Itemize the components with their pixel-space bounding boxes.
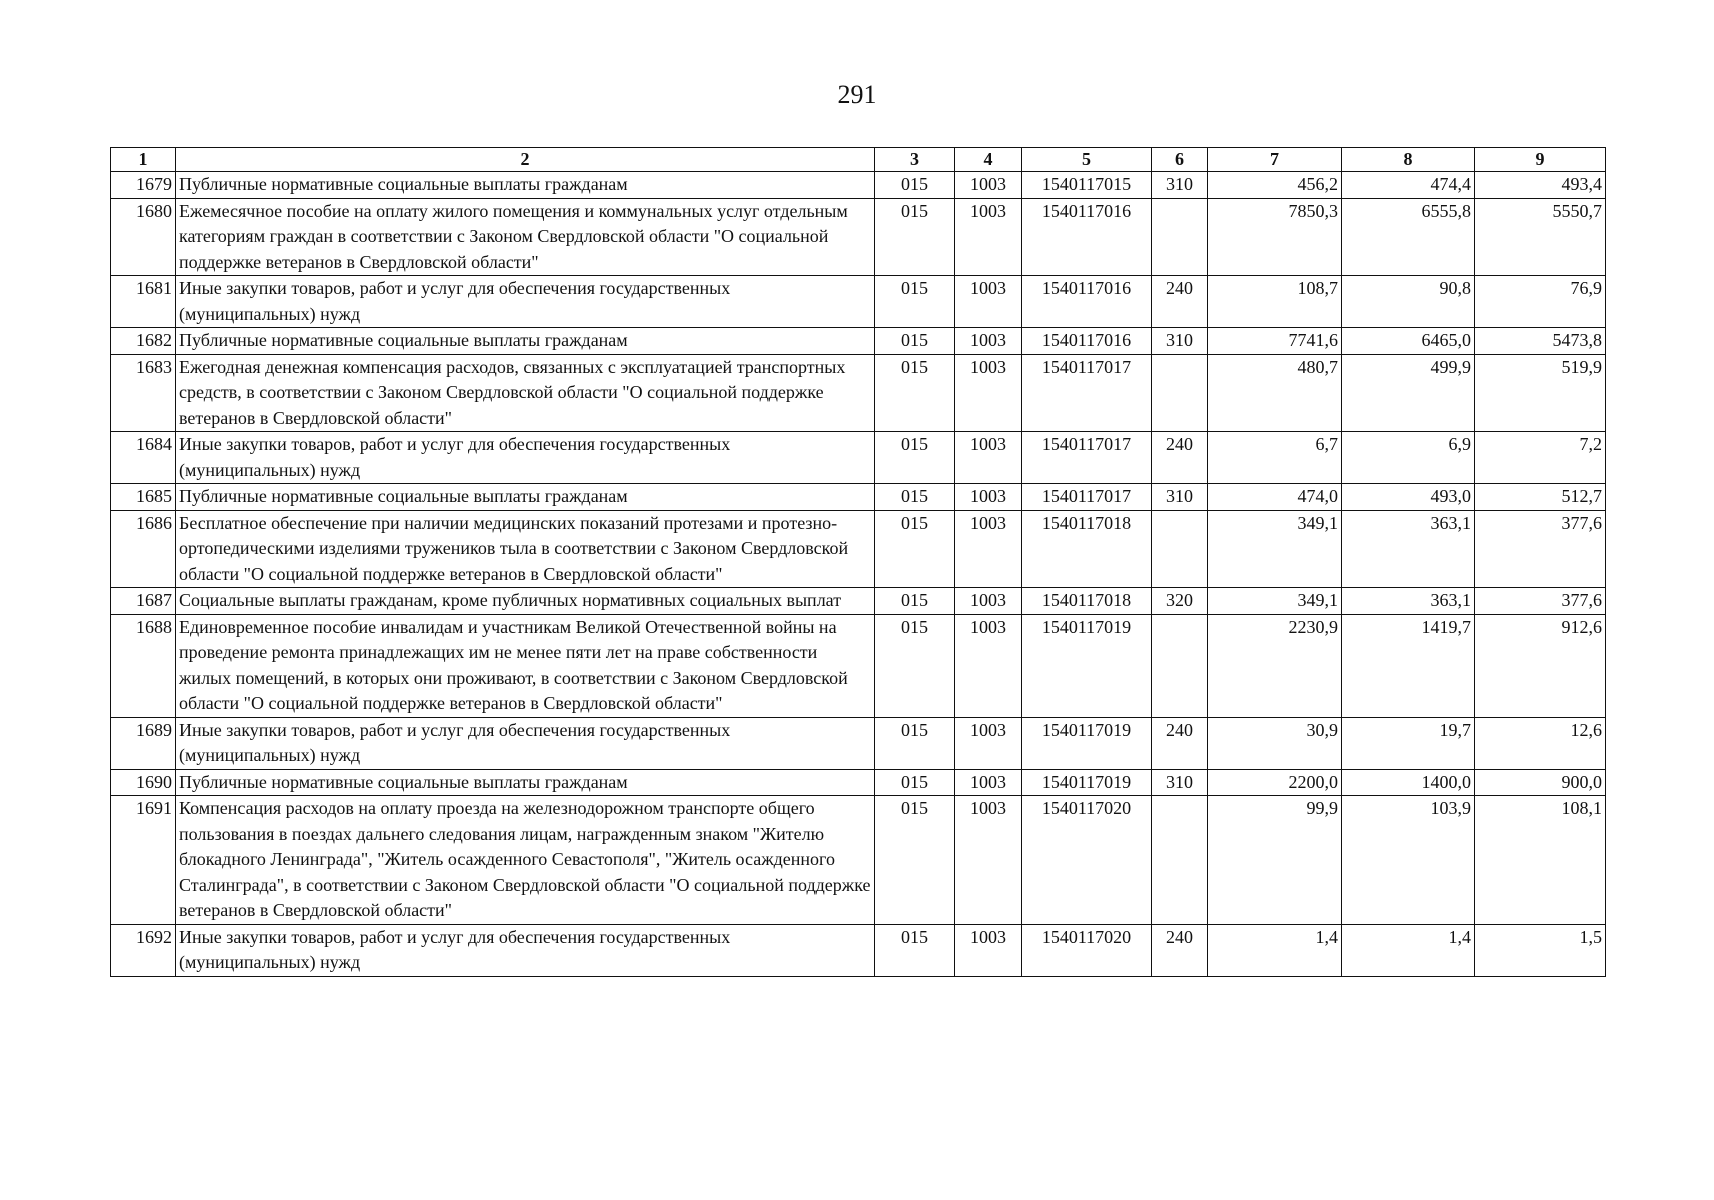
- section-code-cell: 1003: [955, 276, 1022, 328]
- row-name-cell: Социальные выплаты гражданам, кроме публичных нормативных социальных выплат: [176, 588, 875, 615]
- amount-year1-cell: 474,0: [1208, 484, 1342, 511]
- row-number-cell: 1683: [111, 354, 176, 432]
- header-cell: 5: [1022, 148, 1152, 172]
- amount-year1-cell: 2200,0: [1208, 769, 1342, 796]
- budget-table: [110, 147, 1606, 977]
- header-cell: 1: [111, 148, 176, 172]
- amount-year3-cell: 76,9: [1475, 276, 1606, 328]
- expense-type-cell: 310: [1152, 172, 1208, 199]
- target-article-cell: 1540117015: [1022, 172, 1152, 199]
- target-article-cell: 1540117017: [1022, 484, 1152, 511]
- amount-year3-cell: 12,6: [1475, 717, 1606, 769]
- section-code-cell: 1003: [955, 172, 1022, 199]
- amount-year3-cell: 5473,8: [1475, 328, 1606, 355]
- row-number-cell: 1692: [111, 924, 176, 976]
- table-row: [111, 328, 1606, 355]
- target-article-cell: 1540117019: [1022, 769, 1152, 796]
- table-row: [111, 172, 1606, 199]
- expense-type-cell: [1152, 796, 1208, 925]
- header-cell: 2: [176, 148, 875, 172]
- amount-year1-cell: 456,2: [1208, 172, 1342, 199]
- row-number-cell: 1688: [111, 614, 176, 717]
- row-name-cell: Бесплатное обеспечение при наличии медицинских показаний протезами и протезно-ортопедическими изделиями тружеников тыла в соответствии с Законом Свердловской области "О социальной поддержке ветеранов в Свердловской области": [176, 510, 875, 588]
- row-number-cell: 1690: [111, 769, 176, 796]
- table-row: [111, 484, 1606, 511]
- department-code-cell: 015: [875, 796, 955, 925]
- department-code-cell: 015: [875, 484, 955, 511]
- amount-year3-cell: 377,6: [1475, 510, 1606, 588]
- target-article-cell: 1540117016: [1022, 328, 1152, 355]
- page-number: 291: [837, 80, 877, 109]
- row-name-cell: Иные закупки товаров, работ и услуг для обеспечения государственных (муниципальных) нужд: [176, 432, 875, 484]
- table-row: [111, 354, 1606, 432]
- amount-year1-cell: 7741,6: [1208, 328, 1342, 355]
- row-name-cell: Единовременное пособие инвалидам и участникам Великой Отечественной войны на проведение ремонта принадлежащих им не менее пяти лет на праве собственности жилых помещений, в которых они проживают, в соответствии с Законом Свердловской области "О социальной поддержке ветеранов в Свердловской области": [176, 614, 875, 717]
- amount-year2-cell: 363,1: [1342, 510, 1475, 588]
- row-number-cell: 1682: [111, 328, 176, 355]
- row-name-cell: Публичные нормативные социальные выплаты гражданам: [176, 484, 875, 511]
- table-row: [111, 796, 1606, 925]
- target-article-cell: 1540117016: [1022, 198, 1152, 276]
- target-article-cell: 1540117018: [1022, 588, 1152, 615]
- amount-year2-cell: 19,7: [1342, 717, 1475, 769]
- department-code-cell: 015: [875, 588, 955, 615]
- row-name-cell: Иные закупки товаров, работ и услуг для обеспечения государственных (муниципальных) нужд: [176, 276, 875, 328]
- amount-year1-cell: 99,9: [1208, 796, 1342, 925]
- row-number-cell: 1684: [111, 432, 176, 484]
- expense-type-cell: 240: [1152, 717, 1208, 769]
- table-row: [111, 614, 1606, 717]
- department-code-cell: 015: [875, 276, 955, 328]
- department-code-cell: 015: [875, 924, 955, 976]
- amount-year1-cell: 349,1: [1208, 510, 1342, 588]
- amount-year2-cell: 363,1: [1342, 588, 1475, 615]
- row-name-cell: Иные закупки товаров, работ и услуг для обеспечения государственных (муниципальных) нужд: [176, 924, 875, 976]
- expense-type-cell: [1152, 510, 1208, 588]
- section-code-cell: 1003: [955, 717, 1022, 769]
- expense-type-cell: 240: [1152, 924, 1208, 976]
- amount-year1-cell: 6,7: [1208, 432, 1342, 484]
- department-code-cell: 015: [875, 717, 955, 769]
- expense-type-cell: 310: [1152, 769, 1208, 796]
- section-code-cell: 1003: [955, 198, 1022, 276]
- target-article-cell: 1540117017: [1022, 354, 1152, 432]
- table-row: [111, 588, 1606, 615]
- section-code-cell: 1003: [955, 432, 1022, 484]
- amount-year2-cell: 493,0: [1342, 484, 1475, 511]
- table-row: [111, 717, 1606, 769]
- target-article-cell: 1540117019: [1022, 717, 1152, 769]
- amount-year1-cell: 108,7: [1208, 276, 1342, 328]
- amount-year2-cell: 1419,7: [1342, 614, 1475, 717]
- amount-year3-cell: 519,9: [1475, 354, 1606, 432]
- expense-type-cell: 310: [1152, 328, 1208, 355]
- amount-year2-cell: 90,8: [1342, 276, 1475, 328]
- department-code-cell: 015: [875, 614, 955, 717]
- department-code-cell: 015: [875, 172, 955, 199]
- department-code-cell: 015: [875, 354, 955, 432]
- department-code-cell: 015: [875, 328, 955, 355]
- expense-type-cell: [1152, 198, 1208, 276]
- row-number-cell: 1679: [111, 172, 176, 199]
- row-name-cell: Ежегодная денежная компенсация расходов, связанных с эксплуатацией транспортных средств, в соответствии с Законом Свердловской области "О социальной поддержке ветеранов в Свердловской области": [176, 354, 875, 432]
- header-cell: 9: [1475, 148, 1606, 172]
- target-article-cell: 1540117019: [1022, 614, 1152, 717]
- amount-year2-cell: 474,4: [1342, 172, 1475, 199]
- amount-year1-cell: 2230,9: [1208, 614, 1342, 717]
- amount-year3-cell: 493,4: [1475, 172, 1606, 199]
- section-code-cell: 1003: [955, 924, 1022, 976]
- amount-year2-cell: 6465,0: [1342, 328, 1475, 355]
- header-row: [111, 148, 1606, 172]
- table-body: [111, 172, 1606, 977]
- department-code-cell: 015: [875, 432, 955, 484]
- table-row: [111, 510, 1606, 588]
- expense-type-cell: 320: [1152, 588, 1208, 615]
- table-row: [111, 924, 1606, 976]
- row-number-cell: 1686: [111, 510, 176, 588]
- header-cell: 4: [955, 148, 1022, 172]
- table-row: [111, 276, 1606, 328]
- amount-year1-cell: 1,4: [1208, 924, 1342, 976]
- section-code-cell: 1003: [955, 510, 1022, 588]
- table-row: [111, 198, 1606, 276]
- expense-type-cell: 240: [1152, 432, 1208, 484]
- amount-year3-cell: 512,7: [1475, 484, 1606, 511]
- row-number-cell: 1681: [111, 276, 176, 328]
- row-number-cell: 1687: [111, 588, 176, 615]
- expense-type-cell: [1152, 614, 1208, 717]
- header-cell: 7: [1208, 148, 1342, 172]
- section-code-cell: 1003: [955, 588, 1022, 615]
- section-code-cell: 1003: [955, 354, 1022, 432]
- row-name-cell: Ежемесячное пособие на оплату жилого помещения и коммунальных услуг отдельным категориям граждан в соответствии с Законом Свердловской области "О социальной поддержке ветеранов в Свердловской области": [176, 198, 875, 276]
- amount-year2-cell: 499,9: [1342, 354, 1475, 432]
- department-code-cell: 015: [875, 769, 955, 796]
- section-code-cell: 1003: [955, 328, 1022, 355]
- row-number-cell: 1691: [111, 796, 176, 925]
- amount-year3-cell: 108,1: [1475, 796, 1606, 925]
- amount-year3-cell: 5550,7: [1475, 198, 1606, 276]
- amount-year3-cell: 912,6: [1475, 614, 1606, 717]
- row-number-cell: 1685: [111, 484, 176, 511]
- target-article-cell: 1540117016: [1022, 276, 1152, 328]
- amount-year2-cell: 6,9: [1342, 432, 1475, 484]
- header-cell: 6: [1152, 148, 1208, 172]
- amount-year2-cell: 1,4: [1342, 924, 1475, 976]
- amount-year3-cell: 1,5: [1475, 924, 1606, 976]
- department-code-cell: 015: [875, 198, 955, 276]
- section-code-cell: 1003: [955, 484, 1022, 511]
- expense-type-cell: 310: [1152, 484, 1208, 511]
- section-code-cell: 1003: [955, 796, 1022, 925]
- amount-year3-cell: 900,0: [1475, 769, 1606, 796]
- amount-year3-cell: 377,6: [1475, 588, 1606, 615]
- row-name-cell: Иные закупки товаров, работ и услуг для обеспечения государственных (муниципальных) нужд: [176, 717, 875, 769]
- header-cell: 8: [1342, 148, 1475, 172]
- table-row: [111, 769, 1606, 796]
- amount-year1-cell: 349,1: [1208, 588, 1342, 615]
- row-number-cell: 1689: [111, 717, 176, 769]
- table-row: [111, 432, 1606, 484]
- amount-year3-cell: 7,2: [1475, 432, 1606, 484]
- section-code-cell: 1003: [955, 769, 1022, 796]
- department-code-cell: 015: [875, 510, 955, 588]
- amount-year1-cell: 7850,3: [1208, 198, 1342, 276]
- amount-year2-cell: 103,9: [1342, 796, 1475, 925]
- target-article-cell: 1540117020: [1022, 796, 1152, 925]
- row-name-cell: Компенсация расходов на оплату проезда на железнодорожном транспорте общего пользования в поездах дальнего следования лицам, награжденным знаком "Жителю блокадного Ленинграда", "Житель осажденного Севастополя", "Житель осажденного Сталинграда", в соответствии с Законом Свердловской области "О социальной поддержке ветеранов в Свердловской области": [176, 796, 875, 925]
- target-article-cell: 1540117018: [1022, 510, 1152, 588]
- amount-year1-cell: 480,7: [1208, 354, 1342, 432]
- target-article-cell: 1540117020: [1022, 924, 1152, 976]
- row-name-cell: Публичные нормативные социальные выплаты гражданам: [176, 328, 875, 355]
- section-code-cell: 1003: [955, 614, 1022, 717]
- amount-year1-cell: 30,9: [1208, 717, 1342, 769]
- row-number-cell: 1680: [111, 198, 176, 276]
- amount-year2-cell: 6555,8: [1342, 198, 1475, 276]
- expense-type-cell: 240: [1152, 276, 1208, 328]
- amount-year2-cell: 1400,0: [1342, 769, 1475, 796]
- row-name-cell: Публичные нормативные социальные выплаты гражданам: [176, 769, 875, 796]
- expense-type-cell: [1152, 354, 1208, 432]
- target-article-cell: 1540117017: [1022, 432, 1152, 484]
- row-name-cell: Публичные нормативные социальные выплаты гражданам: [176, 172, 875, 199]
- header-cell: 3: [875, 148, 955, 172]
